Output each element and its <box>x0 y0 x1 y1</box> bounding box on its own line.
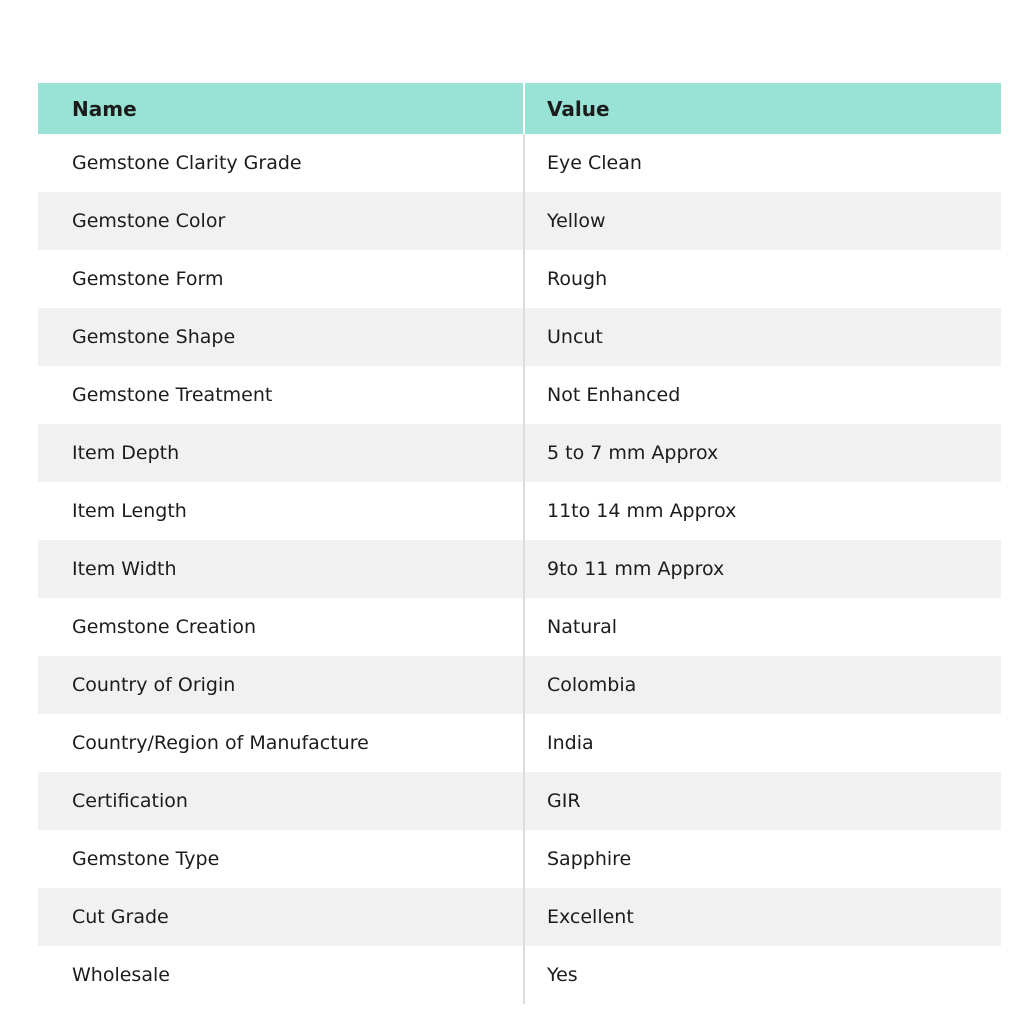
name-cell: Item Width <box>38 540 524 598</box>
value-cell: Not Enhanced <box>547 384 681 406</box>
table-row <box>38 598 1001 656</box>
name-column-header: Name <box>38 83 524 134</box>
name-cell: Certification <box>38 772 524 830</box>
value-cell: Colombia <box>547 674 637 696</box>
name-cell: Gemstone Form <box>38 250 524 308</box>
name-cell: Gemstone Treatment <box>38 366 524 424</box>
name-cell: Gemstone Color <box>38 192 524 250</box>
value-cell: 5 to 7 mm Approx <box>547 442 719 464</box>
name-cell: Gemstone Type <box>38 830 524 888</box>
name-cell: Gemstone Shape <box>38 308 524 366</box>
table-row <box>38 134 1001 192</box>
table-row <box>38 482 1001 540</box>
header-row <box>38 83 1001 134</box>
table-row <box>38 946 1001 1004</box>
table-row <box>38 888 1001 946</box>
table-row <box>38 308 1001 366</box>
value-cell: India <box>547 732 594 754</box>
table-row <box>38 714 1001 772</box>
value-cell: 9to 11 mm Approx <box>547 558 725 580</box>
value-cell: Yes <box>547 964 578 986</box>
name-cell: Cut Grade <box>38 888 524 946</box>
name-cell: Wholesale <box>38 946 524 1004</box>
value-cell: Sapphire <box>547 848 632 870</box>
name-cell: Gemstone Clarity Grade <box>38 134 524 192</box>
table-row <box>38 830 1001 888</box>
table-row <box>38 192 1001 250</box>
name-cell: Country/Region of Manufacture <box>38 714 524 772</box>
name-cell: Country of Origin <box>38 656 524 714</box>
name-cell: Gemstone Creation <box>38 598 524 656</box>
name-cell: Item Length <box>38 482 524 540</box>
value-cell: Natural <box>547 616 618 638</box>
table-row <box>38 540 1001 598</box>
table-row <box>38 424 1001 482</box>
value-cell: Rough <box>547 268 608 290</box>
table-body <box>38 134 1001 1004</box>
value-cell: Eye Clean <box>547 152 642 174</box>
table-row <box>38 366 1001 424</box>
table-row <box>38 656 1001 714</box>
table-row <box>38 772 1001 830</box>
value-cell: Uncut <box>547 326 603 348</box>
name-cell: Item Depth <box>38 424 524 482</box>
value-cell: GIR <box>547 790 581 812</box>
item-specifics-table <box>38 83 1001 1004</box>
table-row <box>38 250 1001 308</box>
value-cell: Yellow <box>547 210 606 232</box>
value-cell: 11to 14 mm Approx <box>547 500 737 522</box>
value-cell: Excellent <box>547 906 634 928</box>
value-column-header: Value <box>524 83 1001 134</box>
